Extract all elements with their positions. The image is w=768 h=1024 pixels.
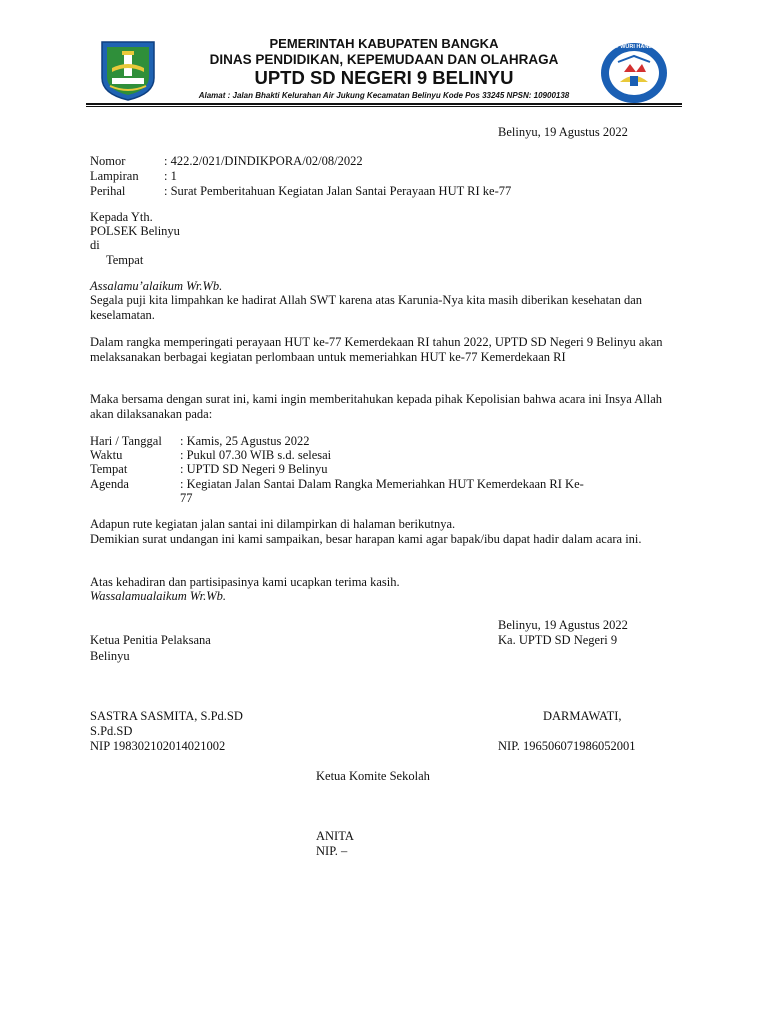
greeting: Assalamu’alaikum Wr.Wb. (90, 279, 223, 293)
waktu-label: Waktu (90, 448, 123, 462)
hari-value: : Kamis, 25 Agustus 2022 (180, 434, 310, 448)
nomor-label: Nomor (90, 154, 126, 168)
perihal-label: Perihal (90, 184, 126, 198)
letterhead-line-2: DINAS PENDIDIKAN, KEPEMUDAAN DAN OLAHRAGA (209, 52, 559, 67)
salam-penutup: Wassalamualaikum Wr.Wb. (90, 589, 227, 603)
paragraph-3: Maka bersama dengan surat ini, kami ingin memberitahukan kepada pihak Kepolisian bahwa acara ini Insya Allah akan dilaksanakan pada: (90, 392, 663, 421)
paragraph-2: Dalam rangka memperingati perayaan HUT ke-77 Kemerdekaan RI tahun 2022, UPTD SD Negeri 9 Belinyu akan melaksanakan berbagai kegiatan perlombaan untuk memeriahkan HUT ke-77 Kemerdekaan RI (90, 335, 663, 364)
recipient-line-1: Kepada Yth. (90, 210, 153, 224)
right-title: Ka. UPTD SD Negeri 9 (498, 633, 618, 647)
paragraph-1: Segala puji kita limpahkan ke hadirat Allah SWT karena atas Karunia-Nya kita masih diberikan kesehatan dan keselamatan. (90, 293, 643, 322)
left-title-2: Belinyu (90, 649, 130, 663)
right-logo-text: TUT WURI HANDAYANI (608, 44, 669, 50)
center-title: Ketua Komite Sekolah (316, 769, 430, 783)
tempat-label: Tempat (90, 462, 128, 476)
lampiran-label: Lampiran (90, 169, 139, 183)
letterhead-rule-thin (86, 106, 682, 107)
recipient-line-3: di (90, 238, 100, 252)
agenda-value-1: : Kegiatan Jalan Santai Dalam Rangka Memeriahkan HUT Kemerdekaan RI Ke- (180, 477, 584, 491)
hari-label: Hari / Tanggal (90, 434, 162, 448)
right-signer-name: DARMAWATI, (543, 709, 622, 723)
letterhead-address: Alamat : Jalan Bhakti Kelurahan Air Jukung Kecamatan Belinyu Kode Pos 33245 NPSN: 10900138 (198, 91, 570, 100)
lampiran-value: : 1 (164, 169, 177, 183)
center-signer-nip: NIP. – (316, 844, 348, 858)
paragraph-4a: Adapun rute kegiatan jalan santai ini dilampirkan di halaman berikutnya. (90, 517, 456, 531)
paragraph-4b: Demikian surat undangan ini kami sampaikan, besar harapan kami agar bapak/ibu dapat hadir dalam acara ini. (90, 532, 642, 546)
agenda-label: Agenda (90, 477, 129, 491)
left-signer-nip: NIP 198302102014021002 (90, 739, 226, 753)
paragraph-5: Atas kehadiran dan partisipasinya kami ucapkan terima kasih. (90, 575, 400, 589)
perihal-value: : Surat Pemberitahuan Kegiatan Jalan Santai Perayaan HUT RI ke-77 (164, 184, 512, 198)
left-title-1: Ketua Penitia Pelaksana (90, 633, 211, 647)
recipient-line-4: Tempat (106, 253, 144, 267)
date-top: Belinyu, 19 Agustus 2022 (498, 125, 628, 139)
letterhead-line-3: UPTD SD NEGERI 9 BELINYU (254, 67, 514, 88)
center-signer-name: ANITA (316, 829, 354, 843)
left-signer-name: SASTRA SASMITA, S.Pd.SD (90, 709, 243, 723)
recipient-line-2: POLSEK Belinyu (90, 224, 180, 238)
nomor-value: : 422.2/021/DINDIKPORA/02/08/2022 (164, 154, 363, 168)
waktu-value: : Pukul 07.30 WIB s.d. selesai (180, 448, 332, 462)
tempat-value: : UPTD SD Negeri 9 Belinyu (180, 462, 328, 476)
letterhead-rule-thick (86, 103, 682, 105)
agenda-value-2: 77 (180, 491, 193, 505)
letterhead-line-1: PEMERINTAH KABUPATEN BANGKA (269, 36, 499, 51)
right-signer-nip: NIP. 196506071986052001 (498, 739, 636, 753)
right-signer-name-cont: S.Pd.SD (90, 724, 133, 738)
date-bottom: Belinyu, 19 Agustus 2022 (498, 618, 628, 632)
